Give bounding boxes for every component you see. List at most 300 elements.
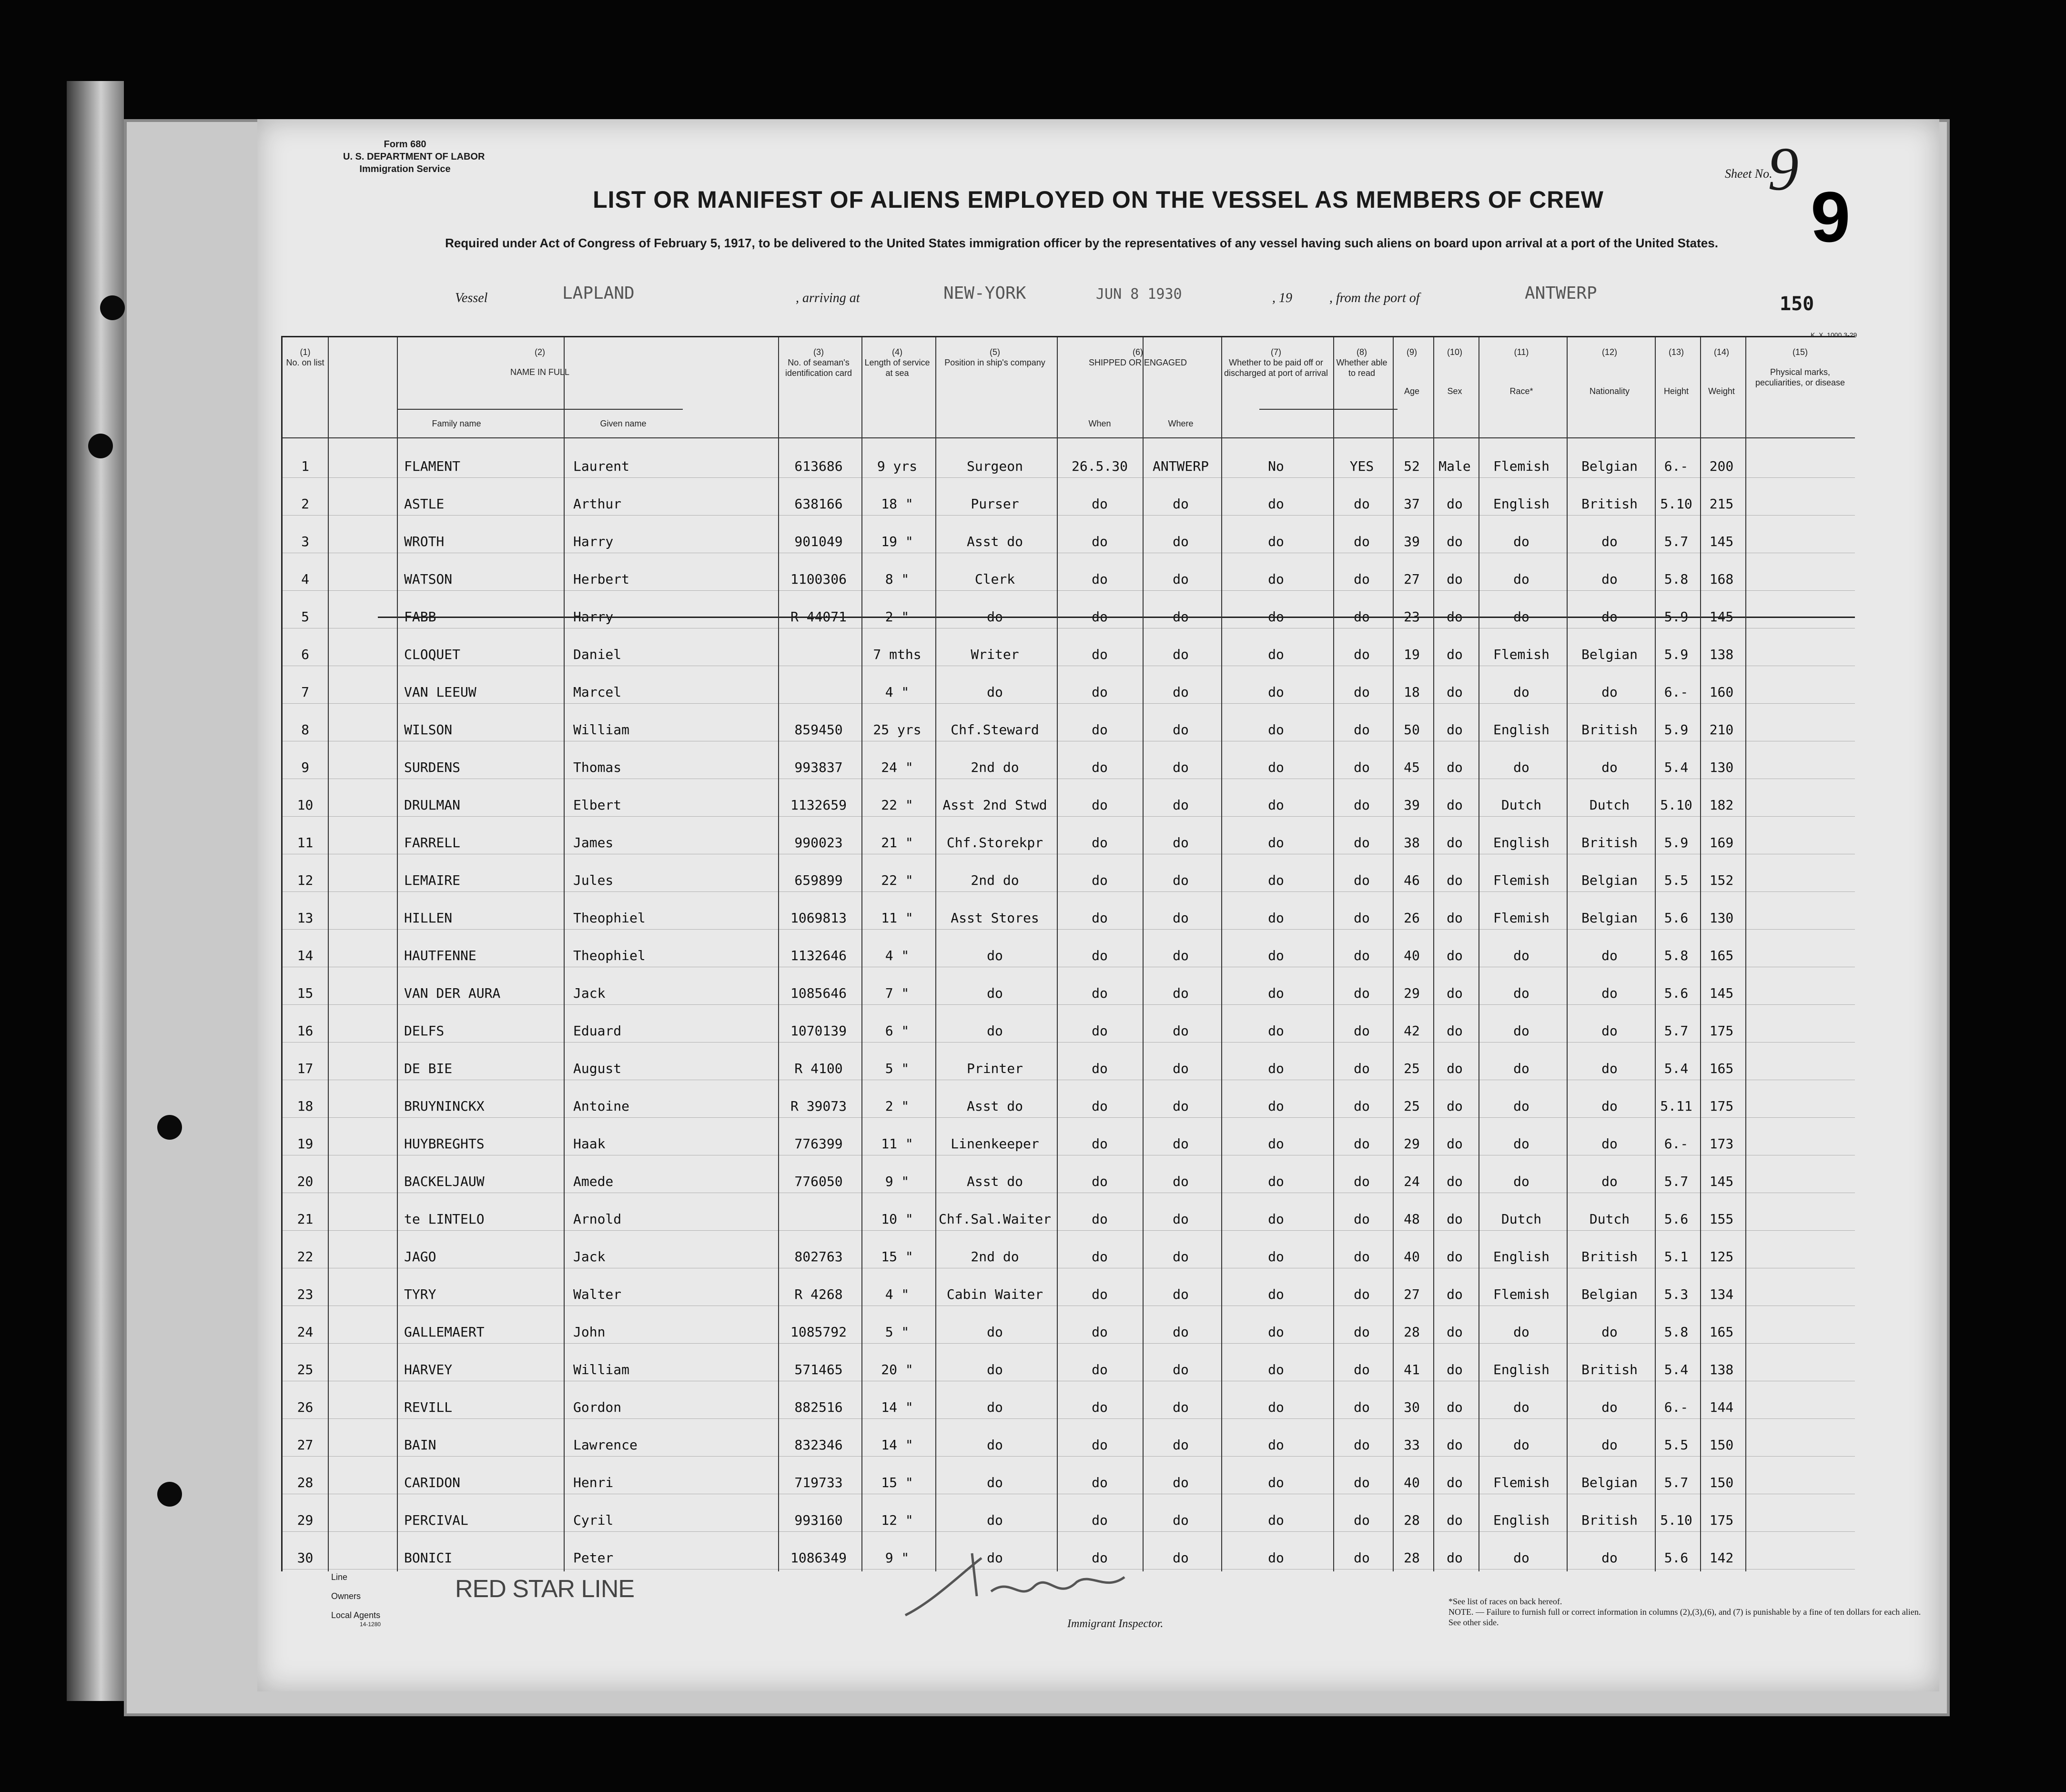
cell-card: 571465 bbox=[794, 1362, 843, 1377]
cell-given: Laurent bbox=[573, 458, 630, 474]
column-rule bbox=[328, 337, 329, 1571]
cell-when: do bbox=[1092, 647, 1108, 662]
cell-race: do bbox=[1513, 609, 1529, 625]
cell-paid: do bbox=[1268, 1061, 1284, 1076]
cell-sex: do bbox=[1447, 797, 1463, 813]
cell-paid: do bbox=[1268, 910, 1284, 926]
cell-nat: do bbox=[1601, 1437, 1618, 1453]
cell-family: WROTH bbox=[404, 534, 445, 549]
cell-given: Jules bbox=[573, 872, 614, 888]
cell-family: HAUTFENNE bbox=[404, 948, 476, 963]
cell-age: 52 bbox=[1404, 458, 1420, 474]
cell-position: do bbox=[987, 985, 1003, 1001]
page-title: LIST OR MANIFEST OF ALIENS EMPLOYED ON THE VESSEL AS MEMBERS OF CREW bbox=[593, 186, 1604, 213]
cell-nat: Belgian bbox=[1581, 647, 1638, 662]
cell-family: JAGO bbox=[404, 1249, 436, 1265]
department: U. S. DEPARTMENT OF LABOR bbox=[343, 152, 485, 162]
cell-no: 24 bbox=[297, 1324, 314, 1340]
cell-paid: do bbox=[1268, 1550, 1284, 1566]
cell-given: William bbox=[573, 722, 630, 738]
cell-family: TYRY bbox=[404, 1286, 436, 1302]
cell-height: 5.3 bbox=[1664, 1286, 1689, 1302]
cell-nat: do bbox=[1601, 1550, 1618, 1566]
cell-race: do bbox=[1513, 759, 1529, 775]
col-name-header: (2) NAME IN FULL bbox=[510, 347, 570, 377]
cell-race: do bbox=[1513, 1324, 1529, 1340]
cell-family: GALLEMAERT bbox=[404, 1324, 485, 1340]
col-service-header: (4) Length of service at sea bbox=[864, 347, 930, 378]
cell-age: 28 bbox=[1404, 1324, 1420, 1340]
cell-race: Flemish bbox=[1493, 458, 1550, 474]
cell-race: do bbox=[1513, 985, 1529, 1001]
cell-sex: do bbox=[1447, 759, 1463, 775]
cell-family: WATSON bbox=[404, 571, 453, 587]
cell-weight: 130 bbox=[1709, 910, 1734, 926]
row-rule bbox=[283, 1343, 1855, 1344]
cell-where: do bbox=[1173, 1399, 1189, 1415]
page-subtitle: Required under Act of Congress of February 5, 1917, to be delivered to the United States immigration officer by the representatives of any vessel having such aliens on board upon arrival at a port of the United States. bbox=[445, 236, 1718, 250]
binder-hole bbox=[88, 434, 113, 458]
cell-service: 9 " bbox=[885, 1550, 910, 1566]
cell-weight: 200 bbox=[1709, 458, 1734, 474]
cell-race: do bbox=[1513, 1550, 1529, 1566]
cell-no: 29 bbox=[297, 1512, 314, 1528]
cell-service: 21 " bbox=[881, 835, 913, 850]
cell-age: 46 bbox=[1404, 872, 1420, 888]
cell-sex: do bbox=[1447, 1437, 1463, 1453]
cell-where: do bbox=[1173, 872, 1189, 888]
cell-service: 4 " bbox=[885, 684, 910, 700]
cell-race: Flemish bbox=[1493, 647, 1550, 662]
cell-when: do bbox=[1092, 1324, 1108, 1340]
cell-race: do bbox=[1513, 684, 1529, 700]
footer-labels bbox=[331, 1568, 381, 1629]
cell-sex: do bbox=[1447, 609, 1463, 625]
cell-service: 20 " bbox=[881, 1362, 913, 1377]
cell-nat: British bbox=[1581, 1512, 1638, 1528]
cell-card: 613686 bbox=[794, 458, 843, 474]
cell-height: 5.11 bbox=[1660, 1098, 1692, 1114]
cell-no: 7 bbox=[301, 684, 309, 700]
cell-where: do bbox=[1173, 1174, 1189, 1189]
cell-age: 25 bbox=[1404, 1061, 1420, 1076]
cell-race: Flemish bbox=[1493, 1475, 1550, 1490]
cell-read: do bbox=[1354, 647, 1370, 662]
cell-position: Asst 2nd Stwd bbox=[942, 797, 1047, 813]
cell-card: 1086349 bbox=[790, 1550, 847, 1566]
cell-position: 2nd do bbox=[971, 759, 1019, 775]
cell-position: do bbox=[987, 1399, 1003, 1415]
cell-position: Writer bbox=[971, 647, 1019, 662]
cell-paid: do bbox=[1268, 684, 1284, 700]
cell-card: 776399 bbox=[794, 1136, 843, 1152]
col-paid-header: (7) Whether to be paid off or discharged at port of arrival bbox=[1224, 347, 1328, 378]
cell-no: 11 bbox=[297, 835, 314, 850]
cell-height: 5.10 bbox=[1660, 1512, 1692, 1528]
cell-age: 39 bbox=[1404, 797, 1420, 813]
cell-no: 25 bbox=[297, 1362, 314, 1377]
cell-service: 11 " bbox=[881, 1136, 913, 1152]
cell-card: 993160 bbox=[794, 1512, 843, 1528]
vessel-name: LAPLAND bbox=[562, 283, 635, 303]
cell-where: do bbox=[1173, 948, 1189, 963]
cell-where: do bbox=[1173, 1098, 1189, 1114]
cell-family: HUYBREGHTS bbox=[404, 1136, 485, 1152]
cell-sex: Male bbox=[1438, 458, 1471, 474]
cell-nat: Dutch bbox=[1589, 1211, 1630, 1227]
cell-card: 1069813 bbox=[790, 910, 847, 926]
cell-family: DE BIE bbox=[404, 1061, 453, 1076]
sheet-number-handwritten: 9 bbox=[1768, 135, 1799, 203]
cell-family: CARIDON bbox=[404, 1475, 461, 1490]
cell-position: Chf.Storekpr bbox=[946, 835, 1043, 850]
cell-when: do bbox=[1092, 1023, 1108, 1039]
cell-position: Asst do bbox=[966, 534, 1023, 549]
cell-weight: 142 bbox=[1709, 1550, 1734, 1566]
cell-card: R 4268 bbox=[794, 1286, 843, 1302]
column-rule bbox=[1143, 337, 1144, 1571]
cell-read: do bbox=[1354, 1399, 1370, 1415]
cell-no: 8 bbox=[301, 722, 309, 738]
cell-read: do bbox=[1354, 1437, 1370, 1453]
cell-age: 30 bbox=[1404, 1399, 1420, 1415]
cell-no: 27 bbox=[297, 1437, 314, 1453]
cell-nat: British bbox=[1581, 496, 1638, 512]
cell-card: 802763 bbox=[794, 1249, 843, 1265]
cell-read: do bbox=[1354, 1023, 1370, 1039]
cell-position: do bbox=[987, 1324, 1003, 1340]
cell-paid: do bbox=[1268, 1362, 1284, 1377]
cell-weight: 165 bbox=[1709, 1061, 1734, 1076]
cell-no: 6 bbox=[301, 647, 309, 662]
cell-given: Cyril bbox=[573, 1512, 614, 1528]
cell-race: English bbox=[1493, 835, 1550, 850]
cell-sex: do bbox=[1447, 872, 1463, 888]
cell-read: do bbox=[1354, 759, 1370, 775]
cell-position: Clerk bbox=[974, 571, 1015, 587]
cell-read: do bbox=[1354, 1061, 1370, 1076]
cell-race: do bbox=[1513, 534, 1529, 549]
cell-where: do bbox=[1173, 910, 1189, 926]
col-age-header: (9) Age bbox=[1404, 347, 1420, 396]
cell-paid: do bbox=[1268, 1023, 1284, 1039]
cell-position: Asst do bbox=[966, 1098, 1023, 1114]
cell-paid: do bbox=[1268, 872, 1284, 888]
cell-read: do bbox=[1354, 534, 1370, 549]
cell-no: 15 bbox=[297, 985, 314, 1001]
cell-family: FARRELL bbox=[404, 835, 461, 850]
cell-no: 26 bbox=[297, 1399, 314, 1415]
cell-read: do bbox=[1354, 1324, 1370, 1340]
cell-position: do bbox=[987, 1023, 1003, 1039]
cell-race: do bbox=[1513, 571, 1529, 587]
cell-where: do bbox=[1173, 1437, 1189, 1453]
cell-no: 14 bbox=[297, 948, 314, 963]
cell-height: 5.8 bbox=[1664, 571, 1689, 587]
cell-weight: 175 bbox=[1709, 1023, 1734, 1039]
cell-family: HARVEY bbox=[404, 1362, 453, 1377]
cell-height: 5.9 bbox=[1664, 609, 1689, 625]
cell-service: 15 " bbox=[881, 1249, 913, 1265]
cell-no: 2 bbox=[301, 496, 309, 512]
cell-race: do bbox=[1513, 948, 1529, 963]
cell-age: 24 bbox=[1404, 1174, 1420, 1189]
cell-card: R 39073 bbox=[790, 1098, 847, 1114]
cell-service: 22 " bbox=[881, 872, 913, 888]
cell-race: English bbox=[1493, 1249, 1550, 1265]
subheader-rule bbox=[397, 409, 683, 410]
cell-family: REVILL bbox=[404, 1399, 453, 1415]
cell-race: Flemish bbox=[1493, 872, 1550, 888]
cell-family: BAIN bbox=[404, 1437, 436, 1453]
cell-read: do bbox=[1354, 571, 1370, 587]
cell-given: Henri bbox=[573, 1475, 614, 1490]
form-header bbox=[343, 138, 485, 175]
cell-nat: Belgian bbox=[1581, 910, 1638, 926]
cell-no: 4 bbox=[301, 571, 309, 587]
col-position-header: (5) Position in ship's company bbox=[944, 347, 1045, 367]
cell-no: 10 bbox=[297, 797, 314, 813]
binder-hole bbox=[157, 1115, 182, 1140]
cell-no: 28 bbox=[297, 1475, 314, 1490]
header-rule bbox=[283, 437, 1855, 438]
cell-race: English bbox=[1493, 496, 1550, 512]
cell-weight: 152 bbox=[1709, 872, 1734, 888]
cell-paid: do bbox=[1268, 1324, 1284, 1340]
cell-sex: do bbox=[1447, 1023, 1463, 1039]
cell-age: 33 bbox=[1404, 1437, 1420, 1453]
cell-position: Chf.Steward bbox=[951, 722, 1039, 738]
cell-age: 40 bbox=[1404, 1249, 1420, 1265]
cell-race: do bbox=[1513, 1061, 1529, 1076]
cell-where: do bbox=[1173, 534, 1189, 549]
cell-where: do bbox=[1173, 1211, 1189, 1227]
cell-read: do bbox=[1354, 1286, 1370, 1302]
cell-age: 18 bbox=[1404, 684, 1420, 700]
cell-where: do bbox=[1173, 1061, 1189, 1076]
cell-family: FABB bbox=[404, 609, 436, 625]
cell-height: 5.6 bbox=[1664, 910, 1689, 926]
cell-height: 5.6 bbox=[1664, 985, 1689, 1001]
col-nationality-header: (12) Nationality bbox=[1589, 347, 1630, 396]
cell-height: 6.- bbox=[1664, 458, 1689, 474]
cell-card: 1132646 bbox=[790, 948, 847, 963]
vessel-label: Vessel bbox=[455, 291, 488, 305]
cell-age: 38 bbox=[1404, 835, 1420, 850]
cell-sex: do bbox=[1447, 534, 1463, 549]
where-header: Where bbox=[1168, 419, 1194, 428]
cell-race: do bbox=[1513, 1136, 1529, 1152]
cell-weight: 160 bbox=[1709, 684, 1734, 700]
cell-weight: 168 bbox=[1709, 571, 1734, 587]
cell-read: do bbox=[1354, 496, 1370, 512]
list-number: 150 bbox=[1780, 293, 1814, 315]
cell-nat: do bbox=[1601, 684, 1618, 700]
cell-age: 25 bbox=[1404, 1098, 1420, 1114]
when-header: When bbox=[1088, 419, 1111, 428]
sheet-label: Sheet No. bbox=[1725, 167, 1772, 181]
cell-age: 45 bbox=[1404, 759, 1420, 775]
form-code: K. X. 1000 3-29 bbox=[1811, 331, 1857, 339]
cell-paid: do bbox=[1268, 571, 1284, 587]
cell-service: 4 " bbox=[885, 1286, 910, 1302]
cell-paid: do bbox=[1268, 1475, 1284, 1490]
service-name: Immigration Service bbox=[359, 164, 451, 174]
cell-given: Thomas bbox=[573, 759, 622, 775]
cell-age: 40 bbox=[1404, 1475, 1420, 1490]
cell-given: Harry bbox=[573, 609, 614, 625]
cell-given: Jack bbox=[573, 985, 606, 1001]
cell-read: do bbox=[1354, 1098, 1370, 1114]
row-rule bbox=[283, 816, 1855, 817]
cell-paid: do bbox=[1268, 1174, 1284, 1189]
cell-when: do bbox=[1092, 1136, 1108, 1152]
cell-read: do bbox=[1354, 872, 1370, 888]
cell-nat: do bbox=[1601, 1098, 1618, 1114]
cell-sex: do bbox=[1447, 1362, 1463, 1377]
cell-nat: do bbox=[1601, 1061, 1618, 1076]
cell-where: do bbox=[1173, 1249, 1189, 1265]
cell-position: do bbox=[987, 1550, 1003, 1566]
row-rule bbox=[283, 1531, 1855, 1532]
agents-label: Local Agents bbox=[331, 1610, 381, 1620]
binding-strip bbox=[67, 81, 124, 1701]
strikethrough-line bbox=[378, 617, 1855, 618]
cell-height: 5.9 bbox=[1664, 835, 1689, 850]
cell-height: 5.10 bbox=[1660, 797, 1692, 813]
cell-weight: 155 bbox=[1709, 1211, 1734, 1227]
column-rule bbox=[1221, 337, 1222, 1571]
cell-given: Theophiel bbox=[573, 948, 646, 963]
cell-age: 39 bbox=[1404, 534, 1420, 549]
cell-sex: do bbox=[1447, 647, 1463, 662]
cell-no: 20 bbox=[297, 1174, 314, 1189]
cell-given: Herbert bbox=[573, 571, 630, 587]
cell-given: Gordon bbox=[573, 1399, 622, 1415]
col-no-header: (1) No. on list bbox=[286, 347, 324, 367]
cell-nat: British bbox=[1581, 1249, 1638, 1265]
cell-service: 4 " bbox=[885, 948, 910, 963]
cell-where: do bbox=[1173, 1475, 1189, 1490]
cell-card: 1100306 bbox=[790, 571, 847, 587]
cell-given: Walter bbox=[573, 1286, 622, 1302]
cell-when: do bbox=[1092, 948, 1108, 963]
cell-height: 5.7 bbox=[1664, 534, 1689, 549]
row-rule bbox=[283, 703, 1855, 704]
row-rule bbox=[283, 515, 1855, 516]
cell-no: 30 bbox=[297, 1550, 314, 1566]
row-rule bbox=[283, 929, 1855, 930]
cell-when: do bbox=[1092, 797, 1108, 813]
cell-no: 23 bbox=[297, 1286, 314, 1302]
column-rule bbox=[1433, 337, 1434, 1571]
cell-sex: do bbox=[1447, 1249, 1463, 1265]
cell-weight: 145 bbox=[1709, 609, 1734, 625]
cell-sex: do bbox=[1447, 910, 1463, 926]
cell-weight: 169 bbox=[1709, 835, 1734, 850]
cell-sex: do bbox=[1447, 948, 1463, 963]
cell-no: 12 bbox=[297, 872, 314, 888]
cell-where: do bbox=[1173, 647, 1189, 662]
cell-where: do bbox=[1173, 1023, 1189, 1039]
cell-read: do bbox=[1354, 722, 1370, 738]
binder-hole bbox=[100, 295, 125, 320]
cell-read: do bbox=[1354, 1550, 1370, 1566]
cell-age: 29 bbox=[1404, 985, 1420, 1001]
cell-no: 13 bbox=[297, 910, 314, 926]
cell-service: 2 " bbox=[885, 1098, 910, 1114]
cell-given: Arthur bbox=[573, 496, 622, 512]
cell-position: Asst do bbox=[966, 1174, 1023, 1189]
cell-position: Purser bbox=[971, 496, 1019, 512]
cell-paid: do bbox=[1268, 647, 1284, 662]
cell-family: SURDENS bbox=[404, 759, 461, 775]
cell-read: do bbox=[1354, 797, 1370, 813]
manifest-page bbox=[257, 119, 1939, 1691]
cell-age: 19 bbox=[1404, 647, 1420, 662]
cell-race: Dutch bbox=[1501, 1211, 1542, 1227]
cell-height: 5.5 bbox=[1664, 872, 1689, 888]
cell-no: 3 bbox=[301, 534, 309, 549]
cell-height: 5.4 bbox=[1664, 1061, 1689, 1076]
cell-read: do bbox=[1354, 985, 1370, 1001]
cell-read: do bbox=[1354, 1512, 1370, 1528]
cell-paid: do bbox=[1268, 722, 1284, 738]
cell-family: PERCIVAL bbox=[404, 1512, 468, 1528]
cell-height: 5.7 bbox=[1664, 1023, 1689, 1039]
departure-port: ANTWERP bbox=[1525, 283, 1597, 303]
cell-when: do bbox=[1092, 985, 1108, 1001]
cell-card: 1085792 bbox=[790, 1324, 847, 1340]
row-rule bbox=[283, 1117, 1855, 1118]
cell-service: 11 " bbox=[881, 910, 913, 926]
cell-paid: do bbox=[1268, 1136, 1284, 1152]
cell-age: 27 bbox=[1404, 571, 1420, 587]
cell-nat: do bbox=[1601, 534, 1618, 549]
cell-position: do bbox=[987, 1437, 1003, 1453]
cell-sex: do bbox=[1447, 571, 1463, 587]
cell-height: 5.1 bbox=[1664, 1249, 1689, 1265]
cell-when: do bbox=[1092, 1286, 1108, 1302]
line-label: Line bbox=[331, 1572, 348, 1582]
cell-card: 832346 bbox=[794, 1437, 843, 1453]
cell-family: BRUYNINCKX bbox=[404, 1098, 485, 1114]
cell-nat: do bbox=[1601, 1324, 1618, 1340]
cell-service: 14 " bbox=[881, 1437, 913, 1453]
cell-card: R 44071 bbox=[790, 609, 847, 625]
cell-position: Linenkeeper bbox=[951, 1136, 1039, 1152]
races-note: *See list of races on back hereof. bbox=[1448, 1597, 1562, 1606]
cell-race: do bbox=[1513, 1437, 1529, 1453]
cell-sex: do bbox=[1447, 684, 1463, 700]
cell-read: do bbox=[1354, 684, 1370, 700]
cell-paid: do bbox=[1268, 496, 1284, 512]
cell-position: Surgeon bbox=[966, 458, 1023, 474]
cell-read: do bbox=[1354, 948, 1370, 963]
cell-given: Eduard bbox=[573, 1023, 622, 1039]
cell-where: do bbox=[1173, 759, 1189, 775]
cell-when: do bbox=[1092, 759, 1108, 775]
cell-weight: 125 bbox=[1709, 1249, 1734, 1265]
cell-when: do bbox=[1092, 1174, 1108, 1189]
cell-service: 9 yrs bbox=[877, 458, 918, 474]
cell-family: ASTLE bbox=[404, 496, 445, 512]
cell-given: August bbox=[573, 1061, 622, 1076]
cell-weight: 145 bbox=[1709, 985, 1734, 1001]
form-number: Form 680 bbox=[384, 139, 426, 150]
cell-paid: do bbox=[1268, 609, 1284, 625]
cell-nat: British bbox=[1581, 722, 1638, 738]
